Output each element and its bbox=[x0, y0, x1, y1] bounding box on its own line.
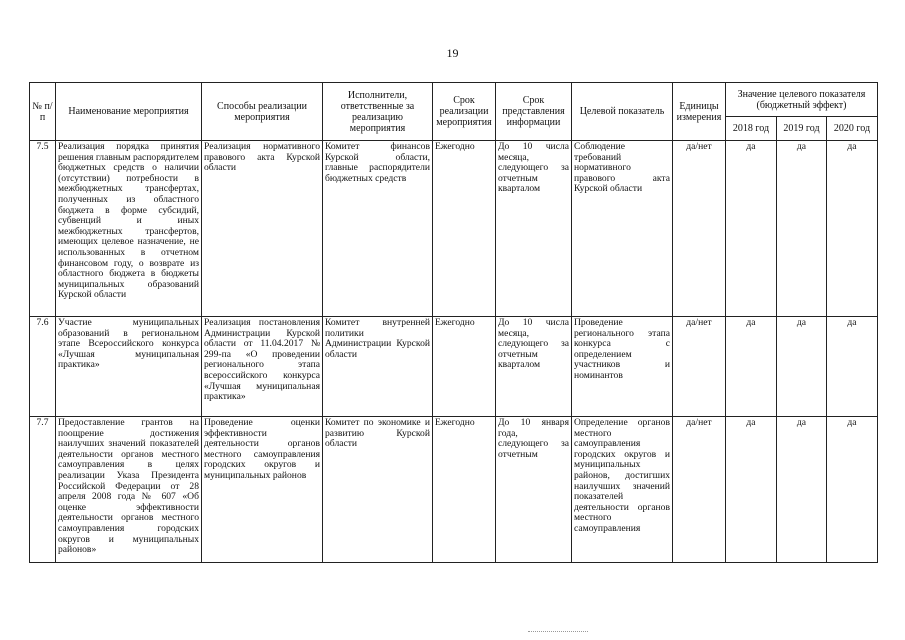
row-indicator: Проведение регионального этапа конкурса с определением участников и номинантов bbox=[572, 317, 673, 417]
scan-artifact bbox=[528, 631, 588, 633]
row-units: да/нет bbox=[673, 417, 726, 563]
header-num: № п/п bbox=[30, 83, 56, 141]
table-row bbox=[30, 417, 878, 563]
header-year-2020: 2020 год bbox=[827, 117, 878, 141]
header-report-deadline: Срок представления информации bbox=[496, 83, 572, 141]
row-indicator: Соблюдение требований нормативного правового акта Курской области bbox=[572, 141, 673, 317]
row-value-2020: да bbox=[827, 141, 878, 317]
row-units: да/нет bbox=[673, 317, 726, 417]
row-num: 7.5 bbox=[30, 141, 56, 317]
row-name: Участие муниципальных образований в региональном этапе Всероссийского конкурса «Лучшая муниципальная практика» bbox=[56, 317, 202, 417]
row-report-deadline: До 10 января года, следующего за отчетным bbox=[496, 417, 572, 563]
header-deadline: Срок реализации мероприятия bbox=[433, 83, 496, 141]
row-value-2019: да bbox=[777, 317, 827, 417]
row-methods: Реализация нормативного правового акта Курской области bbox=[202, 141, 323, 317]
measures-table bbox=[29, 82, 878, 563]
row-indicator: Определение органов местного самоуправления городских округов и муниципальных районов, достигших наилучших значений показателей деятельности органов местного самоуправления bbox=[572, 417, 673, 563]
header-indicator: Целевой показатель bbox=[572, 83, 673, 141]
row-value-2018: да bbox=[726, 417, 777, 563]
row-report-deadline: До 10 числа месяца, следующего за отчетным кварталом bbox=[496, 317, 572, 417]
row-value-2019: да bbox=[777, 417, 827, 563]
header-year-2019: 2019 год bbox=[777, 117, 827, 141]
row-value-2020: да bbox=[827, 317, 878, 417]
header-executors: Исполнители, ответственные за реализацию мероприятия bbox=[323, 83, 433, 141]
row-executors: Комитет финансов Курской области, главные распорядители бюджетных средств bbox=[323, 141, 433, 317]
row-report-deadline: До 10 числа месяца, следующего за отчетным кварталом bbox=[496, 141, 572, 317]
table-row bbox=[30, 141, 878, 317]
header-name: Наименование мероприятия bbox=[56, 83, 202, 141]
row-value-2018: да bbox=[726, 141, 777, 317]
header-year-2018: 2018 год bbox=[726, 117, 777, 141]
row-name: Предоставление грантов на поощрение достижения наилучших значений показателей деятельности органов местного самоуправления в целях реализации Указа Президента Российской Федерации от 28 апреля 2008 года № 607 «Об оценке эффективности деятельности органов местного самоуправления городских округов и муниципальных районов» bbox=[56, 417, 202, 563]
header-units: Единицы измерения bbox=[673, 83, 726, 141]
row-executors: Комитет по экономике и развитию Курской области bbox=[323, 417, 433, 563]
row-deadline: Ежегодно bbox=[433, 417, 496, 563]
row-units: да/нет bbox=[673, 141, 726, 317]
row-value-2018: да bbox=[726, 317, 777, 417]
header-target-value: Значение целевого показателя (бюджетный эффект) bbox=[726, 83, 878, 117]
row-methods: Проведение оценки эффективности деятельности органов местного самоуправления городских округов и муниципальных районов bbox=[202, 417, 323, 563]
row-deadline: Ежегодно bbox=[433, 317, 496, 417]
table-row bbox=[30, 317, 878, 417]
row-methods: Реализация постановления Администрации Курской области от 11.04.2017 № 299-па «О проведении регионального этапа всероссийского конкурса «Лучшая муниципальная практика» bbox=[202, 317, 323, 417]
row-executors: Комитет внутренней политики Администрации Курской области bbox=[323, 317, 433, 417]
row-name: Реализация порядка принятия решения главным распорядителем бюджетных средств о наличии (отсутствии) потребности в межбюджетных трансфертах, полученных из областного бюджета в форме субсидий, субвенций и иных межбюджетных трансфертов, имеющих целевое назначение, не использованных в отчетном финансовом году, о возврате из областного бюджета в бюджеты муниципальных образований Курской области bbox=[56, 141, 202, 317]
row-value-2020: да bbox=[827, 417, 878, 563]
header-methods: Способы реализации мероприятия bbox=[202, 83, 323, 141]
row-value-2019: да bbox=[777, 141, 827, 317]
row-deadline: Ежегодно bbox=[433, 141, 496, 317]
page-number: 19 bbox=[446, 46, 459, 60]
row-num: 7.7 bbox=[30, 417, 56, 563]
row-num: 7.6 bbox=[30, 317, 56, 417]
